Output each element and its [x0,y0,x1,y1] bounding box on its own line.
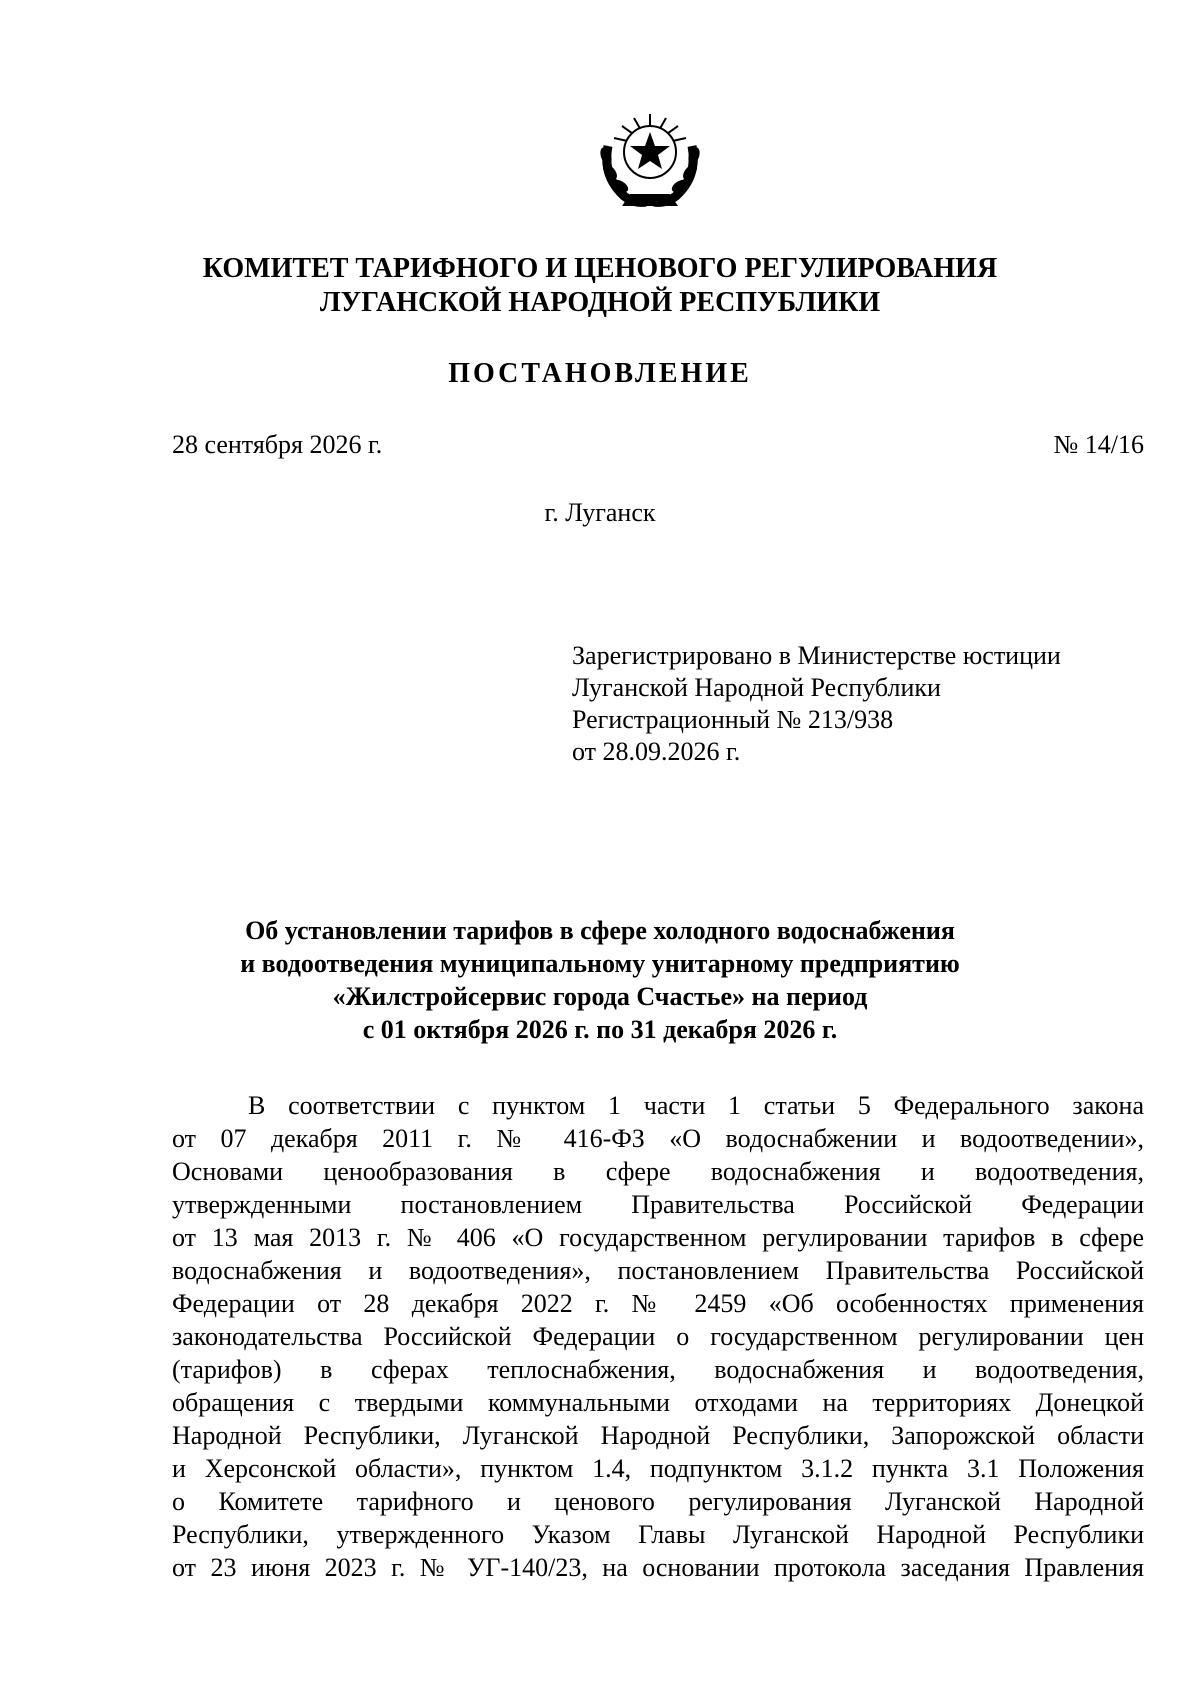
registration-line: Луганской Народной Республики [572,673,941,702]
body-line: обращения с твердыми коммунальными отходами на территориях Донецкой [172,1388,1144,1417]
organization-name [0,252,1200,320]
body-line: и Херсонской области», пунктом 1.4, подпунктом 3.1.2 пункта 3.1 Положения [172,1454,1144,1483]
body-line: Федерации от 28 декабря 2022 г. № 2459 «Об особенностях применения [172,1289,1144,1318]
body-line: от 07 декабря 2011 г. № 416-ФЗ «О водоснабжении и водоотведении», [172,1124,1144,1153]
body-paragraph [172,1089,1144,1584]
body-line: о Комитете тарифного и ценового регулирования Луганской Народной [172,1487,1144,1516]
body-line: законодательства Российской Федерации о государственном регулировании цен [172,1322,1144,1351]
body-line: Народной Республики, Луганской Народной Республики, Запорожской области [172,1421,1144,1450]
registration-line: от 28.09.2026 г. [572,737,741,766]
body-line: утвержденными постановлением Правительства Российской Федерации [172,1190,1144,1219]
organization-name-line: ЛУГАНСКОЙ НАРОДНОЙ РЕСПУБЛИКИ [319,287,881,318]
title-line: Об установлении тарифов в сфере холодного водоснабжения [245,916,955,945]
body-line: Республики, утвержденного Указом Главы Луганской Народной Республики [172,1520,1144,1549]
document-title [0,914,1200,1046]
title-line: «Жилстройсервис города Счастье» на период [332,982,868,1011]
title-line: и водоотведения муниципальному унитарному предприятию [240,949,960,978]
body-line: от 13 мая 2013 г. № 406 «О государственном регулировании тарифов в сфере [172,1223,1144,1252]
document-number: № 14/16 [1053,430,1144,459]
registration-stamp [572,640,1061,768]
body-line: В соответствии с пунктом 1 части 1 статьи 5 Федерального закона [248,1091,1144,1120]
registration-line: Зарегистрировано в Министерстве юстиции [572,641,1061,670]
document-date: 28 сентября 2026 г. [172,430,383,459]
body-line: водоснабжения и водоотведения», постановлением Правительства Российской [172,1256,1144,1285]
body-line: Основами ценообразования в сфере водоснабжения и водоотведения, [172,1157,1144,1186]
document-type: ПОСТАНОВЛЕНИЕ [448,358,752,389]
registration-line: Регистрационный № 213/938 [572,705,894,734]
title-line: с 01 октября 2026 г. по 31 декабря 2026 г. [362,1015,838,1044]
body-line: (тарифов) в сферах теплоснабжения, водоснабжения и водоотведения, [172,1355,1144,1384]
body-line: от 23 июня 2023 г. № УГ-140/23, на основании протокола заседания Правления [172,1553,1144,1582]
organization-name-line: КОМИТЕТ ТАРИФНОГО И ЦЕНОВОГО РЕГУЛИРОВАНИЯ [202,253,998,284]
coat-of-arms-icon [594,106,706,218]
document-city: г. Луганск [544,498,656,527]
